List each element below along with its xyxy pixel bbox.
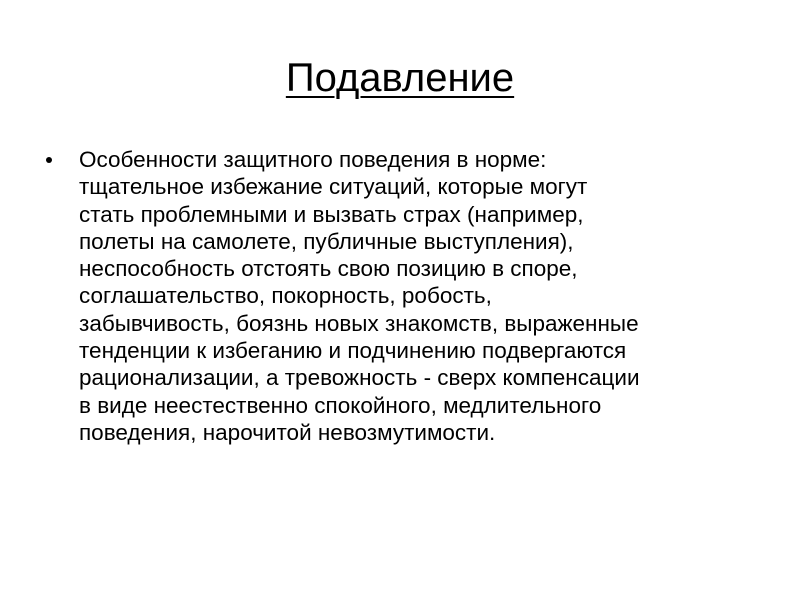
list-item — [40, 146, 740, 446]
bullet-dot-icon — [46, 157, 52, 163]
bullet-text: Особенности защитного поведения в норме: тщательное избежание ситуаций, которые могут стать проблемными и вызвать страх (например, полеты на самолете, публичные выступления), неспособность отстоять свою позицию в споре, соглашательство, покорность, робость, забывчивость, боязнь новых знакомств, выраженные тенденции к избеганию и подчинению подвергаются рационализации, а тревожность - сверх компенсации в виде неестественно спокойного, медлительного поведения, нарочитой невозмутимости. — [79, 147, 640, 445]
slide-title-text: Подавление — [285, 56, 515, 100]
slide-title — [0, 52, 800, 104]
bullet-list — [40, 146, 740, 446]
